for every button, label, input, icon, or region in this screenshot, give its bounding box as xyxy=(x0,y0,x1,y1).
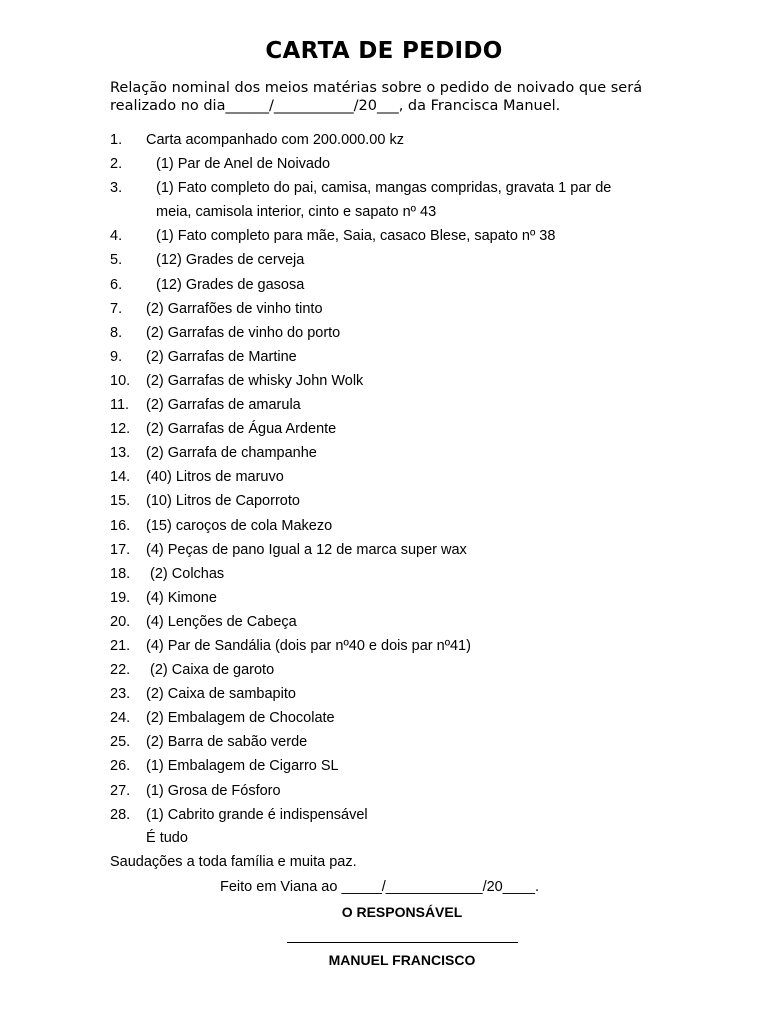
item-text: (12) Grades de cerveja xyxy=(156,252,305,269)
item-number: 18. xyxy=(110,565,131,582)
item-number: 25. xyxy=(110,734,131,751)
item-text: (2) Garrafas de amarula xyxy=(146,397,301,414)
item-number: 7. xyxy=(110,300,123,317)
item-text: (4) Par de Sandália (dois par nº40 e dois par nº41) xyxy=(146,637,471,654)
intro-line: Relação nominal dos meios matérias sobre o pedido de noivado que será xyxy=(110,80,643,96)
item-text: (2) Garrafas de vinho do porto xyxy=(146,324,341,341)
item-text: (4) Lenções de Cabeça xyxy=(146,613,297,630)
item-text: (2) Caixa de garoto xyxy=(146,662,275,679)
item-text: (2) Barra de sabão verde xyxy=(146,734,308,751)
item-text: (2) Garrafa de champanhe xyxy=(146,445,317,462)
item-number: 16. xyxy=(110,517,131,534)
item-text: (1) Cabrito grande é indispensável xyxy=(146,806,368,823)
item-text-line: (1) Fato completo do pai, camisa, mangas compridas, gravata 1 par de xyxy=(156,180,612,197)
item-text: (2) Caixa de sambapito xyxy=(146,686,296,703)
closing-text: É tudo xyxy=(146,830,188,846)
item-number: 10. xyxy=(110,372,131,389)
item-text: (4) Peças de pano Igual a 12 de marca super wax xyxy=(146,541,467,558)
item-number: 24. xyxy=(110,710,131,727)
item-number: 20. xyxy=(110,613,131,630)
signer-name: MANUEL FRANCISCO xyxy=(328,952,476,968)
item-text xyxy=(156,176,636,224)
item-text: (1) Par de Anel de Noivado xyxy=(156,156,331,173)
item-number: 2. xyxy=(110,156,123,173)
item-text: (2) Garrafas de whisky John Wolk xyxy=(146,372,364,389)
item-text: (40) Litros de maruvo xyxy=(146,469,284,486)
item-number: 8. xyxy=(110,324,123,341)
item-text: (2) Garrafas de Água Ardente xyxy=(146,421,337,438)
item-number: 3. xyxy=(110,180,123,197)
item-text: (2) Colchas xyxy=(146,565,225,582)
intro-paragraph xyxy=(110,79,700,115)
item-number: 12. xyxy=(110,421,131,438)
item-text: (2) Garrafões de vinho tinto xyxy=(146,300,323,317)
signed-place-date: Feito em Viana ao _____/____________/20____. xyxy=(220,879,540,895)
item-text-line: meia, camisola interior, cinto e sapato nº 43 xyxy=(156,204,437,221)
item-number: 26. xyxy=(110,758,131,775)
item-text: (10) Litros de Caporroto xyxy=(146,493,300,510)
item-text: (4) Kimone xyxy=(146,589,217,606)
item-number: 9. xyxy=(110,348,123,365)
intro-line: realizado no dia______/___________/20___, da Francisca Manuel. xyxy=(110,98,561,114)
item-number: 14. xyxy=(110,469,131,486)
item-text: (15) caroços de cola Makezo xyxy=(146,517,333,534)
item-number: 28. xyxy=(110,806,131,823)
item-text: Carta acompanhado com 200.000.00 kz xyxy=(146,132,404,148)
item-text: (2) Embalagem de Chocolate xyxy=(146,710,335,727)
item-number: 23. xyxy=(110,686,131,703)
item-number: 4. xyxy=(110,228,123,245)
item-number: 5. xyxy=(110,252,123,269)
item-text: (2) Garrafas de Martine xyxy=(146,348,297,365)
item-text: (12) Grades de gasosa xyxy=(156,276,305,293)
item-text: (1) Embalagem de Cigarro SL xyxy=(146,758,339,775)
item-text: (1) Fato completo para mãe, Saia, casaco Blese, sapato nº 38 xyxy=(156,228,556,245)
signature-line xyxy=(287,942,518,943)
item-number: 1. xyxy=(110,132,123,148)
item-text: (1) Grosa de Fósforo xyxy=(146,782,281,799)
item-number: 22. xyxy=(110,662,131,679)
responsible-label: O RESPONSÁVEL xyxy=(341,904,463,920)
greeting-text: Saudações a toda família e muita paz. xyxy=(110,854,357,870)
item-number: 17. xyxy=(110,541,131,558)
item-number: 6. xyxy=(110,276,123,293)
item-number: 15. xyxy=(110,493,131,510)
item-number: 19. xyxy=(110,589,131,606)
item-number: 13. xyxy=(110,445,131,462)
item-number: 11. xyxy=(110,397,130,414)
item-number: 27. xyxy=(110,782,131,799)
item-number: 21. xyxy=(110,637,131,654)
page-title: CARTA DE PEDIDO xyxy=(265,38,503,64)
